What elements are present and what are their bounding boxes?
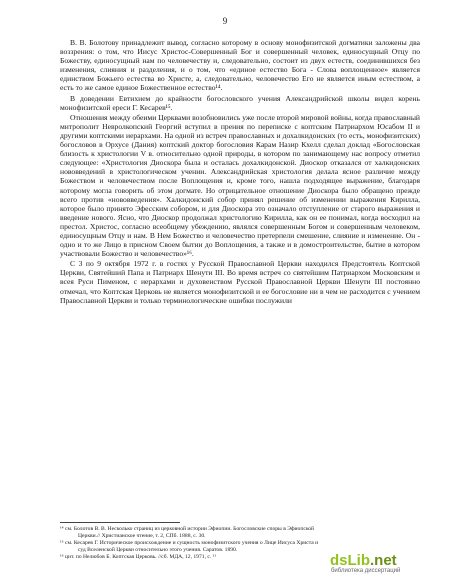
paragraph-2: В доведении Евтихием до крайности богословского учения Александрийской школы видел корень монофизитской ереси Г. Кесарев¹⁵. — [60, 93, 420, 112]
paragraph-4: С 3 по 9 октября 1972 г. в гостях у Русской Православной Церкви находился Предстоятель Коптской Церкви, Святейший Папа и Патриарх Шенути III. Во время встреч со святейшим Патриархом Московским и всея Руси Пименом, с иерархами и духовенством Русской Православной Церкви Шенути III постоянно отмечал, что Коптская Церковь не является монофизитской и ее богословие ни в чем не расходится с учением Православной Церкви и только терминологические ошибки послужили — [60, 259, 420, 305]
dslib-logo-main: dsLib — [330, 552, 370, 569]
paragraph-3: Отношения между обеими Церквами возобновились уже после второй мировой войны, когда православный митрополит Невролкопский Георгий вступил в прения по переписке с коптским Патриархом Юсабом II и другими коптскими иерархами. На одной из встреч православных и дохалкидонских (то есть, монофизитских) богословов в Орхусе (Дания) коптский доктор богословия Карам Назир Кхелл сделал доклад «Богословская близость к христологии V в. относительно одной природы, в котором по занимающему нас вопросу отметил следующее: «Христология Диоскора была и осталась дохалкидонской. Диоскор отказался от халкидонских нововведений в христологическом учении. Александрийская христология делала ясное различие между Божеством и человечеством после Воплощения и, кроме того, нашла подходящее выражение, благодаря которому могла говорить об этом догмате. Но отрицательное отношение Диоскора было обращено прежде всего против «нововведения». Халкидонский собор принял решение об изменении выражения Кирилла, которое было принято Эфесским собором, и для Диоскора это означало отступление от старого выражения и введение нового. Ясно, что Диоскор продолжал христологию Кирилла, как он ее понимал, когда восходил на престол. Христос, согласно всеобщему убеждению, являлся совершенным Богом и совершенным человеком, единосущным Отцу и нам. В Нем Божество и человечество претерпели смешение, слияние и изменение. Он - одно и то же Лицо в присном Своем бытии до Воплощения, а также и в домостроительстве, бытие в котором участвовали Божество и человечество»¹⁶. — [60, 112, 420, 259]
footnote-14: ¹⁴ см. Болотов В. В. Несколько страниц из церковной истории Эфиопии. Богословские споры в Эфиопской — [60, 526, 315, 532]
footnote-15-continued: суд Вселенской Церкви относительно этого учения. Саратов. 1890. — [78, 546, 238, 553]
footnote-16: ¹⁶ цит. по Нелюбов Б. Коптская Церковь. //сб. МДА, 12, 1971, с. ¹¹ — [60, 553, 217, 560]
dslib-logo — [330, 552, 397, 569]
paragraph-1: В. В. Болотову принадлежит вывод, согласно которому в основу монофизитской догматики заложены два воззрения: о том, что Иисус Христос-Совершенный Бог и совершенный человек, единосущный Отцу по Божеству, единосущный нам по человечеству и, следовательно, состоит из двух естеств, соединившихся без изменения, слияния и разделения, и о том, что «единое естество Бога - Слова воплощенное» является единством Божьего естества во Христе, а, следовательно, человечество Его не является иным естеством, а есть то же самое единое Божественное естество¹⁴. — [60, 38, 420, 93]
footnote-14-continued: Церкви.// Христианское чтение, т. 2, СПб. 1888, с. 30. — [78, 532, 206, 539]
page-number: 9 — [222, 16, 228, 26]
footnote-divider — [60, 522, 180, 523]
dslib-subtitle: библиотека диссертаций — [331, 568, 401, 574]
dslib-watermark — [330, 550, 442, 576]
footnote-15: ¹⁵ см. Кесарев Г. Историческое происхождение и сущность монофизитского учения о Лице Иисуса Христа и — [60, 539, 319, 546]
dslib-logo-tld: .net — [370, 552, 397, 569]
body-text — [60, 38, 420, 306]
